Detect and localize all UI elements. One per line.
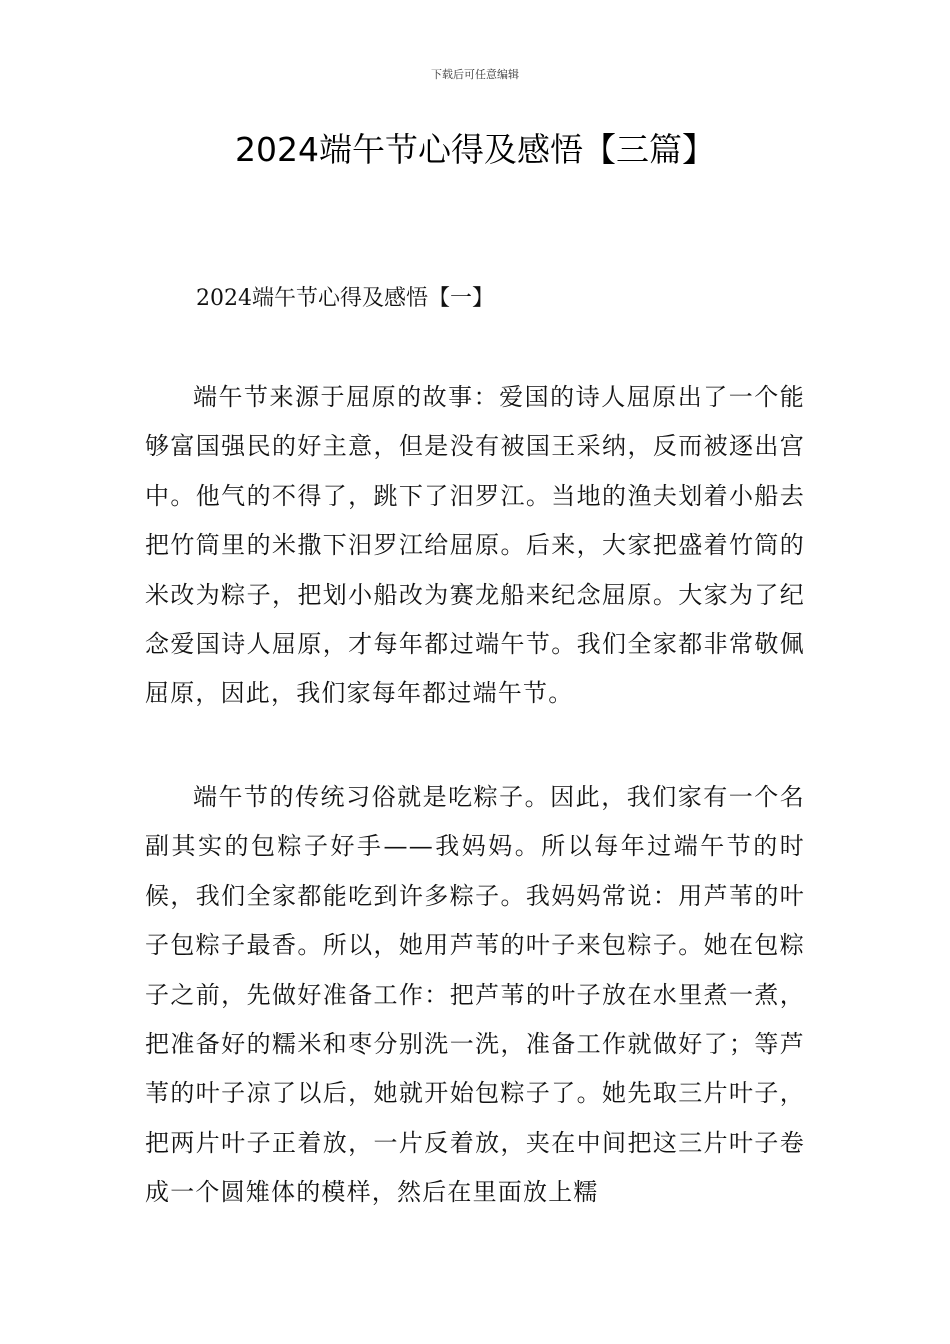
paragraph: 端午节的传统习俗就是吃粽子。因此，我们家有一个名副其实的包粽子好手——我妈妈。所以每年过端午节的时候，我们全家都能吃到许多粽子。我妈妈常说：用芦苇的叶子包粽子最香。所以，她用芦苇的叶子来包粽子。她在包粽子之前，先做好准备工作：把芦苇的叶子放在水里煮一煮，把准备好的糯米和枣分别洗一洗，准备工作就做好了；等芦苇的叶子凉了以后，她就开始包粽子了。她先取三片叶子，把两片叶子正着放，一片反着放，夹在中间把这三片叶子卷成一个圆雉体的模样，然后在里面放上糯 — [145, 783, 805, 1207]
header-note: 下载后可任意编辑 — [431, 68, 519, 81]
section-heading: 2024端午节心得及感悟【一】 — [196, 286, 494, 311]
paragraph: 端午节来源于屈原的故事：爱国的诗人屈原出了一个能够富国强民的好主意，但是没有被国王采纳，反而被逐出宫中。他气的不得了，跳下了汨罗江。当地的渔夫划着小船去把竹筒里的米撒下汨罗江给屈原。后来，大家把盛着竹筒的米改为粽子，把划小船改为赛龙船来纪念屈原。大家为了纪念爱国诗人屈原，才每年都过端午节。我们全家都非常敬佩屈原，因此，我们家每年都过端午节。 — [145, 383, 805, 708]
document-title: 2024端午节心得及感悟【三篇】 — [235, 130, 715, 169]
